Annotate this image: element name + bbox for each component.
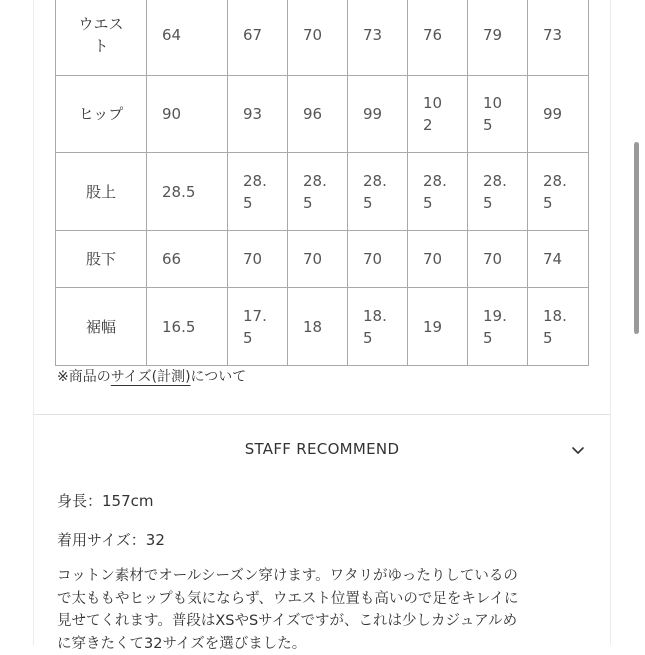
staff-comment xyxy=(57,565,592,655)
table-row xyxy=(56,231,589,288)
cell-line: 5 xyxy=(243,192,287,214)
table-cell xyxy=(228,288,288,366)
table-cell xyxy=(147,288,228,366)
cell-line: 5 xyxy=(363,192,407,214)
cell-line: 28. xyxy=(543,170,588,192)
cell-line: 28. xyxy=(483,170,527,192)
comment-line: コットン素材でオールシーズン穿けます。ワタリがゆったりしているの xyxy=(57,565,592,588)
cell-line: 5 xyxy=(363,327,407,349)
cell-line: 99 xyxy=(363,103,407,125)
note-prefix: ※商品の xyxy=(57,369,111,385)
table-cell xyxy=(147,231,228,288)
table-cell xyxy=(348,288,408,366)
row-label xyxy=(56,76,147,153)
staff-wear-size: 着用サイズ：32 xyxy=(57,529,165,550)
table-cell xyxy=(468,76,528,153)
table-cell xyxy=(348,0,408,76)
table-cell xyxy=(468,153,528,231)
comment-line: 見せてくれます。普段はXSやSサイズですが、これは少しカジュアルめ xyxy=(57,610,592,633)
table-cell xyxy=(348,76,408,153)
comment-line: に穿きたくて32サイズを選びました。 xyxy=(57,633,592,655)
table-cell xyxy=(288,0,348,76)
cell-line: 19. xyxy=(483,305,527,327)
cell-line: 2 xyxy=(423,114,467,136)
cell-line: 5 xyxy=(243,327,287,349)
cell-line: 28. xyxy=(303,170,347,192)
chevron-down-icon[interactable] xyxy=(568,440,588,460)
table-cell xyxy=(468,231,528,288)
table-cell xyxy=(147,153,228,231)
table-cell xyxy=(288,288,348,366)
table-cell xyxy=(147,0,228,76)
cell-line: 5 xyxy=(543,327,588,349)
cell-line: 10 xyxy=(483,92,527,114)
table-row xyxy=(56,76,589,153)
table-cell xyxy=(408,288,468,366)
cell-line: 5 xyxy=(543,192,588,214)
note-suffix: について xyxy=(191,369,247,385)
row-label-line: ト xyxy=(56,35,146,57)
cell-line: 28. xyxy=(423,170,467,192)
cell-line: 19 xyxy=(423,316,467,338)
cell-line: 70 xyxy=(483,248,527,270)
table-cell xyxy=(288,231,348,288)
section-divider xyxy=(34,414,610,415)
cell-line: 17. xyxy=(243,305,287,327)
table-row xyxy=(56,0,589,76)
cell-line: 5 xyxy=(483,327,527,349)
cell-line: 70 xyxy=(423,248,467,270)
staff-recommend-title: STAFF RECOMMEND xyxy=(34,440,610,458)
cell-line: 70 xyxy=(363,248,407,270)
cell-line: 5 xyxy=(483,114,527,136)
table-cell xyxy=(528,0,589,76)
cell-line: 5 xyxy=(483,192,527,214)
table-cell xyxy=(228,76,288,153)
table-cell xyxy=(468,288,528,366)
row-label xyxy=(56,0,147,76)
size-table xyxy=(55,0,589,366)
cell-line: 76 xyxy=(423,24,467,46)
table-cell xyxy=(408,153,468,231)
table-cell xyxy=(147,76,228,153)
table-cell xyxy=(348,231,408,288)
row-label xyxy=(56,231,147,288)
row-label-line: 股下 xyxy=(56,248,146,270)
row-label-line: ヒップ xyxy=(56,103,146,125)
cell-line: 93 xyxy=(243,103,287,125)
size-note xyxy=(57,366,246,386)
cell-line: 10 xyxy=(423,92,467,114)
table-cell xyxy=(528,231,589,288)
table-cell xyxy=(528,76,589,153)
cell-line: 96 xyxy=(303,103,347,125)
scrollbar-thumb[interactable] xyxy=(634,142,639,334)
cell-line: 64 xyxy=(162,24,227,46)
cell-line: 74 xyxy=(543,248,588,270)
cell-line: 73 xyxy=(543,24,588,46)
staff-recommend-header[interactable] xyxy=(34,436,610,466)
cell-line: 67 xyxy=(243,24,287,46)
table-cell xyxy=(408,0,468,76)
cell-line: 70 xyxy=(243,248,287,270)
comment-line: で太ももやヒップも気にならず、ウエスト位置も高いので足をキレイに xyxy=(57,588,592,611)
staff-height: 身長：157cm xyxy=(57,490,154,511)
cell-line: 18. xyxy=(363,305,407,327)
row-label-line: 裾幅 xyxy=(56,316,146,338)
cell-line: 18 xyxy=(303,316,347,338)
table-cell xyxy=(408,76,468,153)
panel-border-left xyxy=(33,0,34,645)
cell-line: 90 xyxy=(162,103,227,125)
row-label-line: ウエス xyxy=(56,13,146,35)
row-label xyxy=(56,288,147,366)
row-label-line: 股上 xyxy=(56,181,146,203)
table-cell xyxy=(528,288,589,366)
size-measurement-link[interactable]: サイズ(計測) xyxy=(111,369,191,385)
cell-line: 99 xyxy=(543,103,588,125)
cell-line: 70 xyxy=(303,248,347,270)
cell-line: 28.5 xyxy=(162,181,227,203)
cell-line: 18. xyxy=(543,305,588,327)
table-cell xyxy=(228,153,288,231)
table-cell xyxy=(288,76,348,153)
table-cell xyxy=(528,153,589,231)
cell-line: 28. xyxy=(363,170,407,192)
table-row xyxy=(56,153,589,231)
cell-line: 28. xyxy=(243,170,287,192)
table-cell xyxy=(288,153,348,231)
cell-line: 70 xyxy=(303,24,347,46)
cell-line: 5 xyxy=(423,192,467,214)
table-row xyxy=(56,288,589,366)
table-cell xyxy=(348,153,408,231)
table-cell xyxy=(228,0,288,76)
panel-border-right xyxy=(610,0,611,645)
cell-line: 5 xyxy=(303,192,347,214)
table-cell xyxy=(408,231,468,288)
table-cell xyxy=(228,231,288,288)
row-label xyxy=(56,153,147,231)
cell-line: 73 xyxy=(363,24,407,46)
cell-line: 66 xyxy=(162,248,227,270)
table-cell xyxy=(468,0,528,76)
cell-line: 79 xyxy=(483,24,527,46)
cell-line: 16.5 xyxy=(162,316,227,338)
